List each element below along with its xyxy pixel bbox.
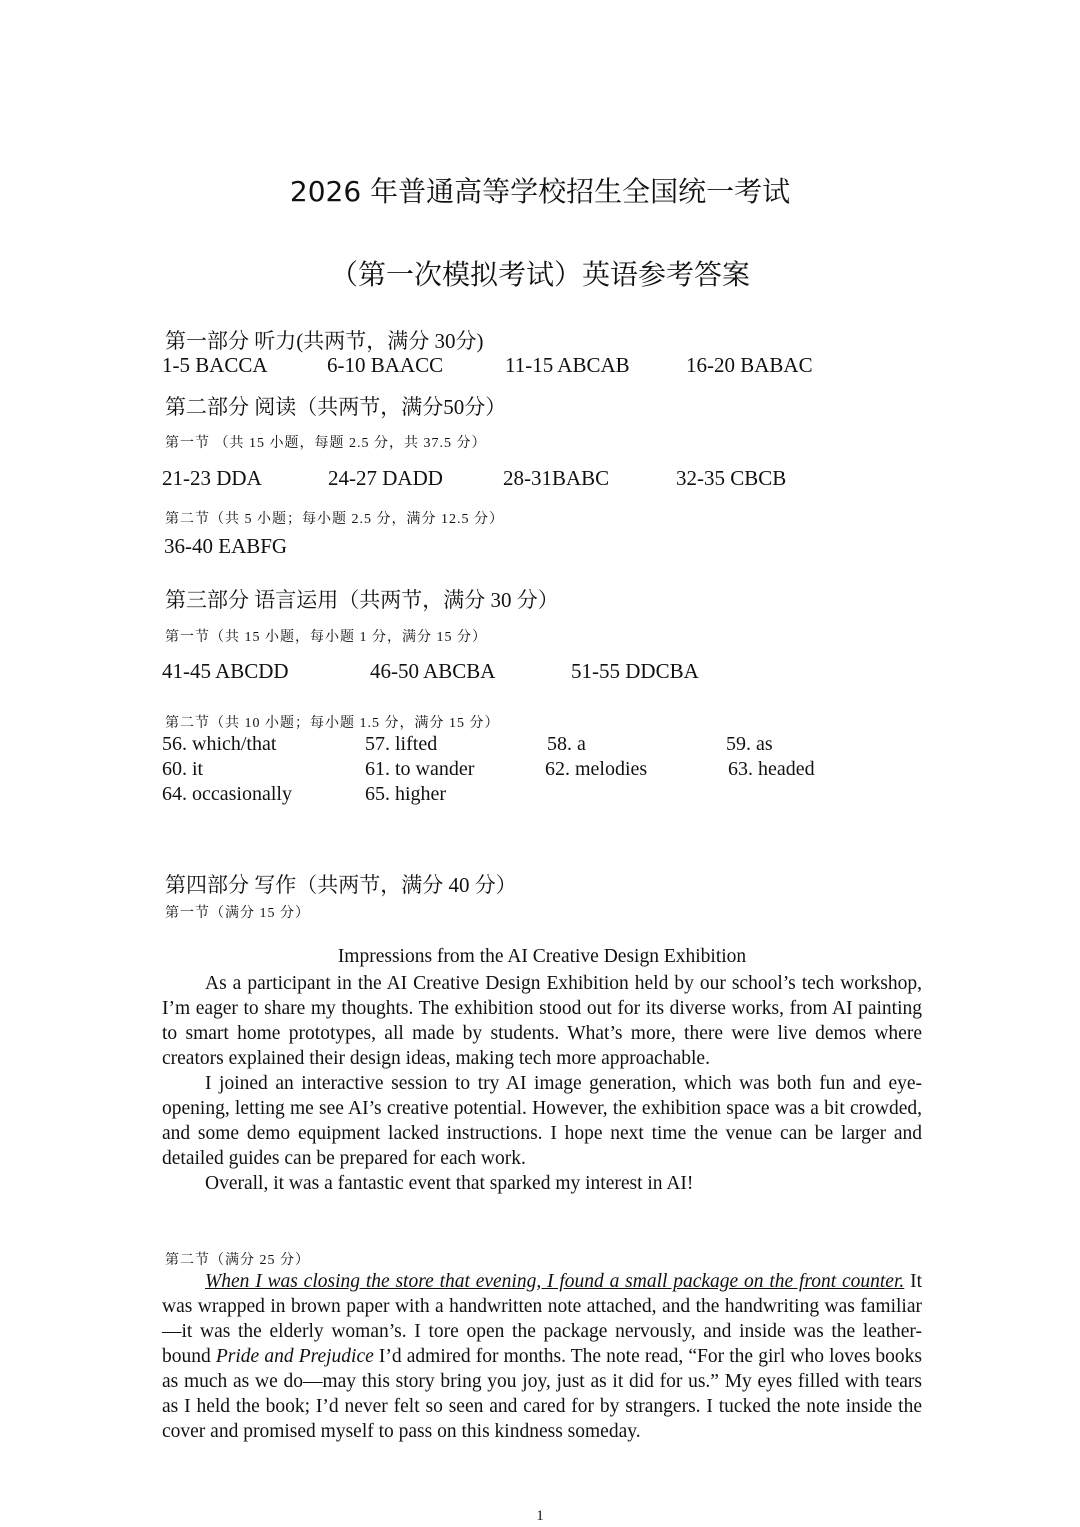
part4-section1-heading: 第一节（满分 15 分）	[165, 906, 310, 921]
answer-group: 24-27 DADD	[328, 466, 443, 490]
answer-group: 28-31BABC	[503, 466, 610, 490]
answer-item: 62. melodies	[545, 758, 648, 780]
book-title: Pride and Prejudice	[215, 1346, 374, 1367]
continuation-essay	[162, 1269, 922, 1444]
answer-item: 63. headed	[728, 758, 815, 780]
part4-heading: 第四部分 写作（共两节，满分 40 分）	[165, 873, 517, 897]
continuation-paragraph	[162, 1269, 922, 1444]
essay-paragraph: As a participant in the AI Creative Design Exhibition held by our school’s tech workshop, I’m eager to share my thoughts. The exhibition stood out for its diverse works, from AI painting to smart home prototypes, all made by students. What’s more, there were live demos where creators explained their design ideas, making tech more approachable.	[162, 973, 922, 1069]
part3-heading: 第三部分 语言运用（共两节，满分 30 分）	[165, 588, 559, 612]
page-subtitle: （第一次模拟考试）英语参考答案	[329, 258, 750, 291]
answer-group: 11-15 ABCAB	[505, 353, 630, 377]
part2-heading: 第二部分 阅读（共两节，满分50分）	[165, 395, 507, 419]
answer-item: 65. higher	[365, 783, 447, 805]
answer-item: 56. which/that	[162, 733, 277, 755]
part2-section1-heading: 第一节 （共 15 小题，每题 2.5 分，共 37.5 分）	[165, 436, 487, 451]
essay-title: Impressions from the AI Creative Design Exhibition	[337, 946, 747, 967]
part1-heading: 第一部分 听力(共两节，满分 30分)	[165, 329, 484, 353]
continuation-text: It was wrapped in brown paper with a handwritten note attached, and the handwriting was familiar—it was the elderly woman’s. I tore open the package nervously, and inside was the leather-bound	[162, 1271, 922, 1367]
essay-body	[162, 971, 922, 1196]
answer-group: 21-23 DDA	[162, 466, 262, 490]
answer-item: 58. a	[547, 733, 586, 755]
essay-paragraph: I joined an interactive session to try AI image generation, which was both fun and eye-opening, letting me see AI’s creative potential. However, the exhibition space was a bit crowded, and some demo equipment lacked instructions. I hope next time the venue can be larger and detailed guides can be prepared for each work.	[162, 1073, 922, 1169]
part4-section2-heading: 第二节（满分 25 分）	[165, 1253, 310, 1268]
answer-group: 6-10 BAACC	[327, 353, 444, 377]
answer-item: 57. lifted	[365, 733, 438, 755]
part2-section2-heading: 第二节（共 5 小题；每小题 2.5 分，满分 12.5 分）	[165, 512, 504, 527]
essay-paragraph: Overall, it was a fantastic event that sparked my interest in AI!	[205, 1173, 694, 1194]
answer-item: 61. to wander	[365, 758, 475, 780]
answer-group: 41-45 ABCDD	[162, 659, 289, 683]
answer-group: 46-50 ABCBA	[370, 659, 496, 683]
page-title: 2026 年普通高等学校招生全国统一考试	[289, 175, 791, 208]
answer-group: 1-5 BACCA	[162, 353, 268, 377]
part3-section2-heading: 第二节（共 10 小题；每小题 1.5 分，满分 15 分）	[165, 716, 500, 731]
continuation-text: I’d admired for months. The note read, “For the girl who loves books as much as we do—may this story bring you joy, just as it did for us.” My eyes filled with tears as I held the book; I’d never felt so seen and cared for by strangers. I tucked the note inside the cover and promised myself to pass on this kindness someday.	[162, 1346, 922, 1442]
answer-group: 32-35 CBCB	[676, 466, 787, 490]
opening-sentence: When I was closing the store that evening, I found a small package on the front counter.	[205, 1271, 905, 1292]
answer-item: 60. it	[162, 758, 204, 780]
part3-section1-heading: 第一节（共 15 小题，每小题 1 分，满分 15 分）	[165, 630, 487, 645]
answer-item: 64. occasionally	[162, 783, 292, 805]
answer-group: 16-20 BABAC	[686, 353, 813, 377]
answer-item: 59. as	[726, 733, 773, 755]
answer-group: 36-40 EABFG	[164, 534, 288, 558]
page-number: 1	[536, 1508, 544, 1524]
answer-group: 51-55 DDCBA	[571, 659, 699, 683]
